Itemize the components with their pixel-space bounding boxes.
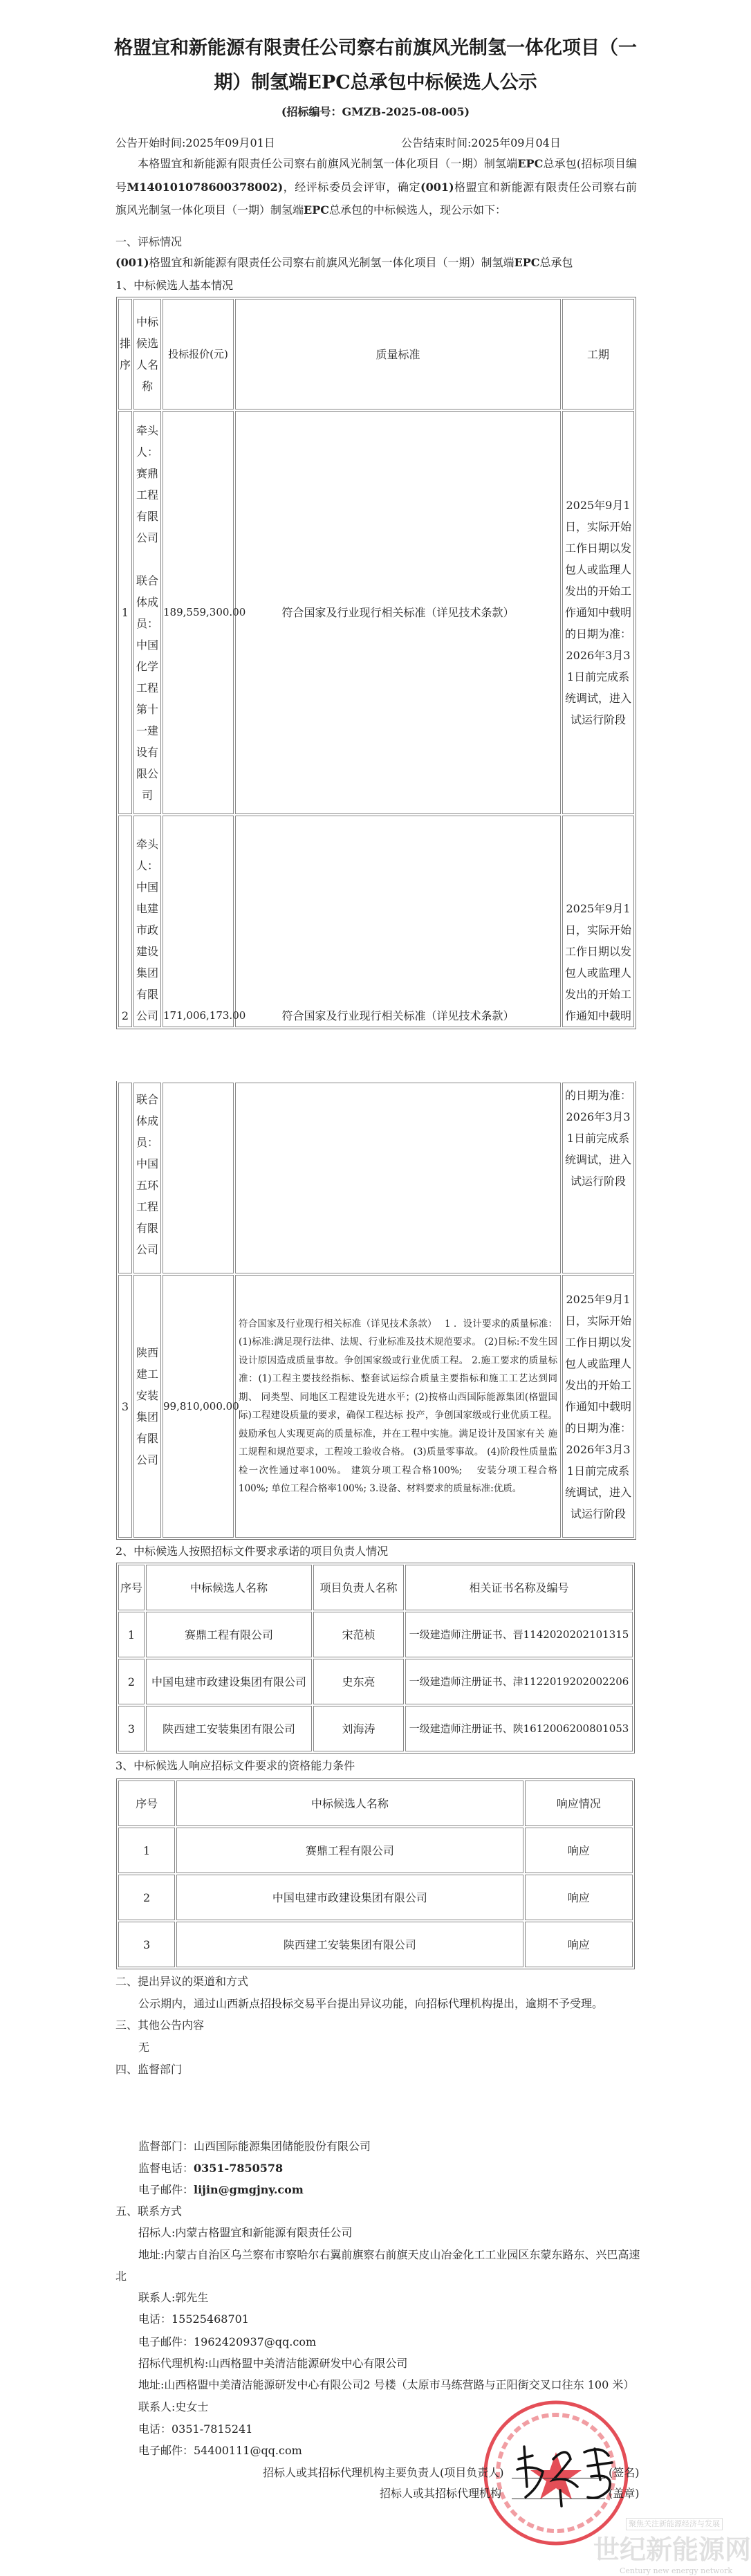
certificate: 一级建造师注册证书、津1122019202002206 xyxy=(405,1659,633,1704)
intro-text: EPC xyxy=(517,157,544,170)
member-company: 联合体成员：中国化学工程第十一建设有限公司 xyxy=(136,573,158,802)
candidate-name: 中国电建市政建设集团有限公司 xyxy=(176,1875,523,1920)
header-manager: 项目负责人名称 xyxy=(313,1565,404,1610)
package-suffix: 总承包 xyxy=(539,256,573,269)
header-period: 工期 xyxy=(562,299,634,410)
watermark-logo: 世纪新能源网 xyxy=(593,2534,751,2565)
rank: 2 xyxy=(118,816,132,1027)
bid-price: 99,810,000.00 xyxy=(163,1275,234,1538)
email-label: 电子邮件： xyxy=(138,2183,194,2196)
table-header-row xyxy=(118,299,634,410)
candidate-name: 陕西建工安装集团有限公司 xyxy=(133,1275,161,1538)
agency-contact: 联系人:史女士 xyxy=(138,2400,209,2413)
supervision-phone-line xyxy=(138,2158,283,2180)
rank: 3 xyxy=(118,1275,132,1538)
phone-label: 监督电话： xyxy=(138,2162,194,2175)
agency-address: 地址:山西格盟中美清洁能源研发中心有限公司2 号楼（太原市马练营路与正阳街交叉口往东 100 米） xyxy=(138,2378,635,2391)
table-row xyxy=(118,1706,633,1751)
supervision-email-line xyxy=(138,2179,304,2201)
tenderer-email: 电子邮件：1962420937@qq.com xyxy=(138,2335,317,2348)
candidate-name: 赛鼎工程有限公司 xyxy=(176,1828,523,1873)
signature-line-1-label: 招标人或其招标代理机构主要负责人(项目负责人) xyxy=(263,2466,504,2479)
header-certificate: 相关证书名称及编号 xyxy=(405,1565,633,1610)
quality-standard: 符合国家及行业现行相关标准（详见技术条款） 1 ．设计要求的质量标准：(1)标准:满足现行法律、法规、行业标准及技术规范要求。 (2)目标:不发生因设计原因造成质量事故。争创国家级或行业优质工程。 2.施工要求的质量标准：(1)工程主要技经指标、整套试运综合质量主要指标和施工工艺达到同期、 同类型、同地区工程建设先进水平；(2)按格山西国际能源集团(格盟国际)工程建设质量的要求，确保工程达标 投产，争创国家级或行业优质工程。 鼓励承包人实现更高的质量标准，并在工程中实施。满足设计及国家有关 施工规程和规范要求，工程竣工验收合格。 (3)质量零事故。 (4)阶段性质量监检一次性通过率100%。 建筑分项工程合格100%; 安装分项工程合格100%; 单位工程合格率100%; 3.设备、材料要求的质量标准:优质。 xyxy=(235,1275,561,1538)
header-name: 中标候选人名称 xyxy=(176,1781,523,1826)
response: 响应 xyxy=(525,1922,633,1967)
tenderer-address: 地址:内蒙古自治区乌兰察布市察哈尔右翼前旗察右前旗天皮山冶金化工工业园区东蒙东路东、兴巴高速 xyxy=(138,2248,640,2261)
header-price: 投标报价(元) xyxy=(163,299,234,410)
table-row xyxy=(118,411,634,814)
intro-text: 总承包的中标候选人，现公示如下： xyxy=(328,203,506,217)
bid-price: 189,559,300.00 xyxy=(163,411,234,814)
construction-period: 2025年9月1日，实际开始工作日期以发包人或监理人发出的开始工作通知中载明的日期为准：2026年3月31日前完成系统调试，进入试运行阶段 xyxy=(562,411,634,814)
construction-period: 2025年9月1日，实际开始工作日期以发包人或监理人发出的开始工作通知中载明的日期为准：2026年3月31日前完成系统调试，进入试运行阶段 xyxy=(562,1275,634,1538)
table-header-row xyxy=(118,1781,633,1826)
supervision-email[interactable]: lijin@gmgjny.com xyxy=(194,2183,304,2196)
section-2-heading: 二、提出异议的渠道和方式 xyxy=(115,1975,249,1988)
title-line-1: 格盟宜和新能源有限责任公司察右前旗风光制氢一体化项目（一 xyxy=(114,37,637,59)
intro-paragraph xyxy=(115,152,637,222)
subsection-2-heading: 2、中标候选人按照招标文件要求承诺的项目负责人情况 xyxy=(115,1545,389,1558)
header-name: 中标候选人名称 xyxy=(146,1565,312,1610)
subsection-3-heading: 3、中标候选人响应招标文件要求的资格能力条件 xyxy=(115,1759,355,1772)
section-5-heading: 五、联系方式 xyxy=(115,2205,183,2218)
package-epc: EPC xyxy=(514,256,540,269)
agency-phone: 电话：0351-7815241 xyxy=(138,2422,253,2436)
header-no: 序号 xyxy=(118,1565,145,1610)
construction-period: 的日期为准：2026年3月31日前完成系统调试，进入试运行阶段 xyxy=(562,1083,634,1273)
row-no: 1 xyxy=(118,1828,175,1873)
qualification-table xyxy=(116,1778,635,1969)
response: 响应 xyxy=(525,1828,633,1873)
end-time: 公告结束时间:2025年09月04日 xyxy=(401,136,561,149)
tenderer-contact: 联系人:郭先生 xyxy=(138,2291,209,2304)
watermark-tagline: 聚焦关注新能源经济与发展 xyxy=(626,2518,723,2530)
candidate-name: 中国电建市政建设集团有限公司 xyxy=(146,1659,312,1704)
bid-number: (招标编号：GMZB-2025-08-005) xyxy=(281,105,470,118)
quality-empty xyxy=(235,1083,561,1273)
candidates-table xyxy=(116,297,636,1029)
signature-line-1-suffix: (签名) xyxy=(609,2466,640,2479)
other-content: 无 xyxy=(138,2041,150,2054)
manager-name: 刘海涛 xyxy=(313,1706,404,1751)
table-row xyxy=(118,1659,633,1704)
signature-line-2-label: 招标人或其招标代理机构 xyxy=(380,2487,502,2500)
lead-company: 牵头人：赛鼎工程有限公司 xyxy=(136,423,158,544)
table-row xyxy=(118,1275,634,1538)
package-title xyxy=(115,252,573,274)
agency-email: 电子邮件：54400111@qq.com xyxy=(138,2444,302,2457)
candidate-name: 赛鼎工程有限公司 xyxy=(146,1612,312,1657)
package-name: 格盟宜和新能源有限责任公司察右前旗风光制氢一体化项目（一期）制氢端 xyxy=(149,256,514,269)
manager-name: 史东亮 xyxy=(313,1659,404,1704)
candidate-name: 陕西建工安装集团有限公司 xyxy=(176,1922,523,1967)
row-no: 2 xyxy=(118,1659,145,1704)
intro-text: ，经评标委员会评审，确定 xyxy=(283,180,421,194)
handwritten-signature xyxy=(512,2438,622,2508)
section-1-heading: 一、评标情况 xyxy=(115,235,183,248)
table-header-row xyxy=(118,1565,633,1610)
row-no: 1 xyxy=(118,1612,145,1657)
table-row xyxy=(118,1083,634,1273)
bid-price: 171,006,173.00 xyxy=(163,816,234,1027)
candidates-table-continued xyxy=(116,1081,636,1540)
supervision-dept: 监督部门：山西国际能源集团储能股份有限公司 xyxy=(138,2140,371,2153)
package-number: (001) xyxy=(420,180,454,194)
header-no: 序号 xyxy=(118,1781,175,1826)
table-row xyxy=(118,1828,633,1873)
intro-text: 格盟宜和新能源有限责任公司察右前旗风光制氢一体化项目（一期）制氢端 xyxy=(115,180,637,217)
section-3-heading: 三、其他公告内容 xyxy=(115,2018,205,2032)
header-rank: 排序 xyxy=(118,299,132,410)
table-row xyxy=(118,1612,633,1657)
candidate-name: 陕西建工安装集团有限公司 xyxy=(146,1706,312,1751)
signature-line-2-suffix: (盖章) xyxy=(609,2487,640,2500)
tenderer-phone: 电话：15525468701 xyxy=(138,2312,249,2326)
agency: 招标代理机构:山西格盟中美清洁能源研发中心有限公司 xyxy=(138,2357,408,2370)
project-number: M140101078600378002) xyxy=(127,180,284,194)
manager-name: 宋范桢 xyxy=(313,1612,404,1657)
intro-text: EPC xyxy=(304,203,329,217)
construction-period: 2025年9月1日，实际开始工作日期以发包人或监理人发出的开始工作通知中载明 xyxy=(562,816,634,1027)
rank: 1 xyxy=(118,411,132,814)
objection-text: 公示期内，通过山西新点招投标交易平台提出异议功能，向招标代理机构提出，逾期不予受理。 xyxy=(138,1997,604,2010)
title-line-2: 期）制氢端EPC总承包中标候选人公示 xyxy=(214,72,537,93)
rank-empty xyxy=(118,1083,132,1273)
supervision-phone: 0351-7850578 xyxy=(194,2162,284,2175)
project-manager-table xyxy=(116,1563,635,1754)
tenderer: 招标人:内蒙古格盟宜和新能源有限责任公司 xyxy=(138,2226,353,2239)
member-company: 联合体成员：中国五环工程有限公司 xyxy=(133,1083,161,1273)
header-name: 中标候选人名称 xyxy=(133,299,161,410)
subsection-1-heading: 1、中标候选人基本情况 xyxy=(115,279,234,292)
row-no: 2 xyxy=(118,1875,175,1920)
row-no: 3 xyxy=(118,1922,175,1967)
start-time: 公告开始时间:2025年09月01日 xyxy=(115,136,275,149)
table-row xyxy=(118,1875,633,1920)
intro-text: 总承包(招标项目编号 xyxy=(115,157,637,194)
candidate-name xyxy=(133,411,161,814)
table-row xyxy=(118,816,634,1027)
row-no: 3 xyxy=(118,1706,145,1751)
certificate: 一级建造师注册证书、陕1612006200801053 xyxy=(405,1706,633,1751)
price-empty xyxy=(163,1083,234,1273)
header-quality: 质量标准 xyxy=(235,299,561,410)
certificate: 一级建造师注册证书、晋1142020202101315 xyxy=(405,1612,633,1657)
table-row xyxy=(118,1922,633,1967)
tenderer-address-wrap: 北 xyxy=(115,2270,127,2283)
section-4-heading: 四、监督部门 xyxy=(115,2063,183,2076)
watermark-english: Century new energy network xyxy=(620,2566,733,2575)
intro-text: 本格盟宜和新能源有限责任公司察右前旗风光制氢一体化项目（一期）制氢端 xyxy=(138,157,518,170)
header-response: 响应情况 xyxy=(525,1781,633,1826)
quality-standard: 符合国家及行业现行相关标准（详见技术条款） xyxy=(235,816,561,1027)
response: 响应 xyxy=(525,1875,633,1920)
lead-company: 牵头人：中国电建市政建设集团有限公司 xyxy=(133,816,161,1027)
package-code: (001) xyxy=(115,256,149,269)
quality-standard: 符合国家及行业现行相关标准（详见技术条款） xyxy=(235,411,561,814)
